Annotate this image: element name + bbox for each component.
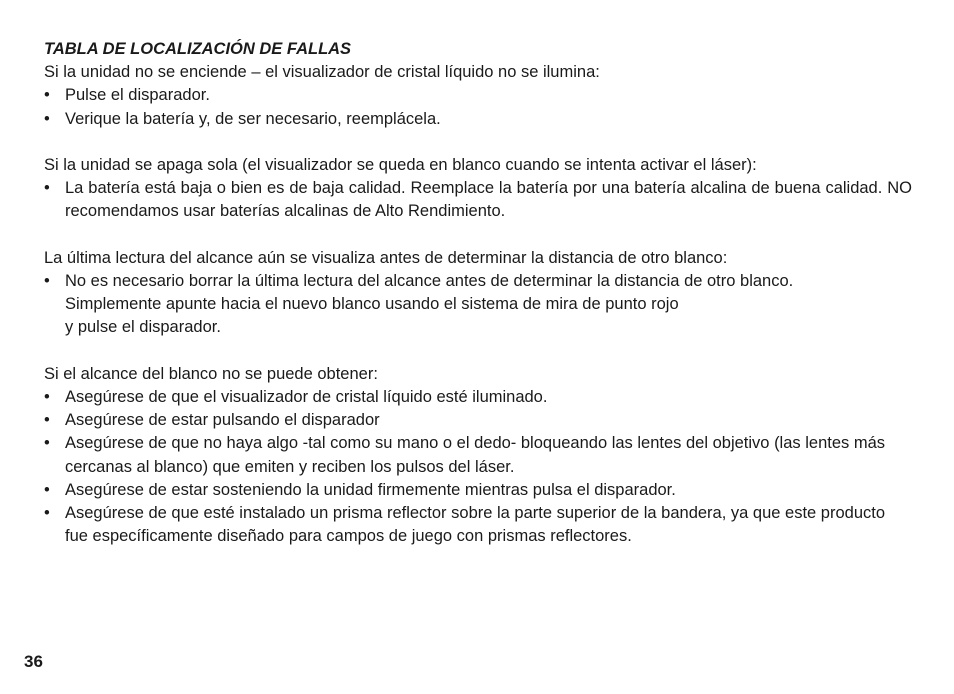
section-no-power: [44, 61, 912, 131]
bullet-list: [44, 84, 912, 130]
list-item: [44, 177, 912, 223]
section-no-range: [44, 363, 912, 549]
page-number: 36: [24, 652, 43, 671]
list-item-line: No es necesario borrar la última lectura del alcance antes de determinar la distancia de otro blanco.: [65, 272, 794, 290]
bullet-icon: •: [44, 411, 50, 430]
list-item-text: Asegúrese de estar sosteniendo la unidad firmemente mientras pulsa el disparador.: [65, 480, 676, 499]
bullet-list: [44, 386, 912, 548]
list-item: [44, 502, 912, 548]
list-item: [44, 84, 912, 107]
bullet-icon: •: [44, 504, 50, 523]
list-item: [44, 270, 912, 340]
bullet-icon: •: [44, 480, 50, 499]
list-item-line: y pulse el disparador.: [65, 318, 221, 337]
list-item-text: La batería está baja o bien es de baja calidad. Reemplace la batería por una batería alcalina de buena calidad. NO recomendamos usar baterías alcalinas de Alto Rendimiento.: [65, 179, 912, 221]
bullet-list: [44, 177, 912, 223]
list-item-text: Asegúrese de que el visualizador de cristal líquido esté iluminado.: [65, 388, 548, 406]
section-intro: La última lectura del alcance aún se visualiza antes de determinar la distancia de otro blanco:: [44, 248, 728, 267]
section-intro: Si la unidad se apaga sola (el visualizador se queda en blanco cuando se intenta activar el láser):: [44, 156, 757, 174]
section-intro: Si el alcance del blanco no se puede obtener:: [44, 364, 378, 383]
bullet-icon: •: [44, 109, 50, 128]
bullet-icon: •: [44, 179, 50, 198]
list-item-text: Asegúrese de estar pulsando el disparador: [65, 411, 380, 430]
list-item: [44, 108, 912, 131]
list-item: [44, 479, 912, 502]
list-item-line: Simplemente apunte hacia el nuevo blanco usando el sistema de mira de punto rojo: [65, 295, 679, 314]
list-item-text: Asegúrese de que no haya algo -tal como su mano o el dedo- bloqueando las lentes del objetivo (las lentes más cercanas al blanco) que emiten y reciben los pulsos del láser.: [65, 434, 886, 476]
list-item-text: Asegúrese de que esté instalado un prisma reflector sobre la parte superior de la bandera, ya que este producto fue específicamente diseñado para campos de juego con prismas reflectores.: [65, 504, 886, 546]
section-intro: Si la unidad no se enciende – el visualizador de cristal líquido no se ilumina:: [44, 63, 600, 82]
section-shuts-off: [44, 154, 912, 224]
list-item-text: Pulse el disparador.: [65, 86, 210, 105]
bullet-list: [44, 270, 912, 340]
bullet-icon: •: [44, 272, 50, 290]
list-item-text: Verique la batería y, de ser necesario, reemplácela.: [65, 109, 441, 128]
list-item: [44, 432, 912, 478]
bullet-icon: •: [44, 388, 50, 406]
page-title: TABLA DE LOCALIZACIÓN DE FALLAS: [44, 40, 352, 58]
document-page: [44, 38, 912, 572]
list-item: [44, 409, 912, 432]
bullet-icon: •: [44, 434, 50, 453]
section-last-reading: [44, 247, 912, 340]
bullet-icon: •: [44, 86, 50, 105]
list-item: [44, 386, 912, 409]
